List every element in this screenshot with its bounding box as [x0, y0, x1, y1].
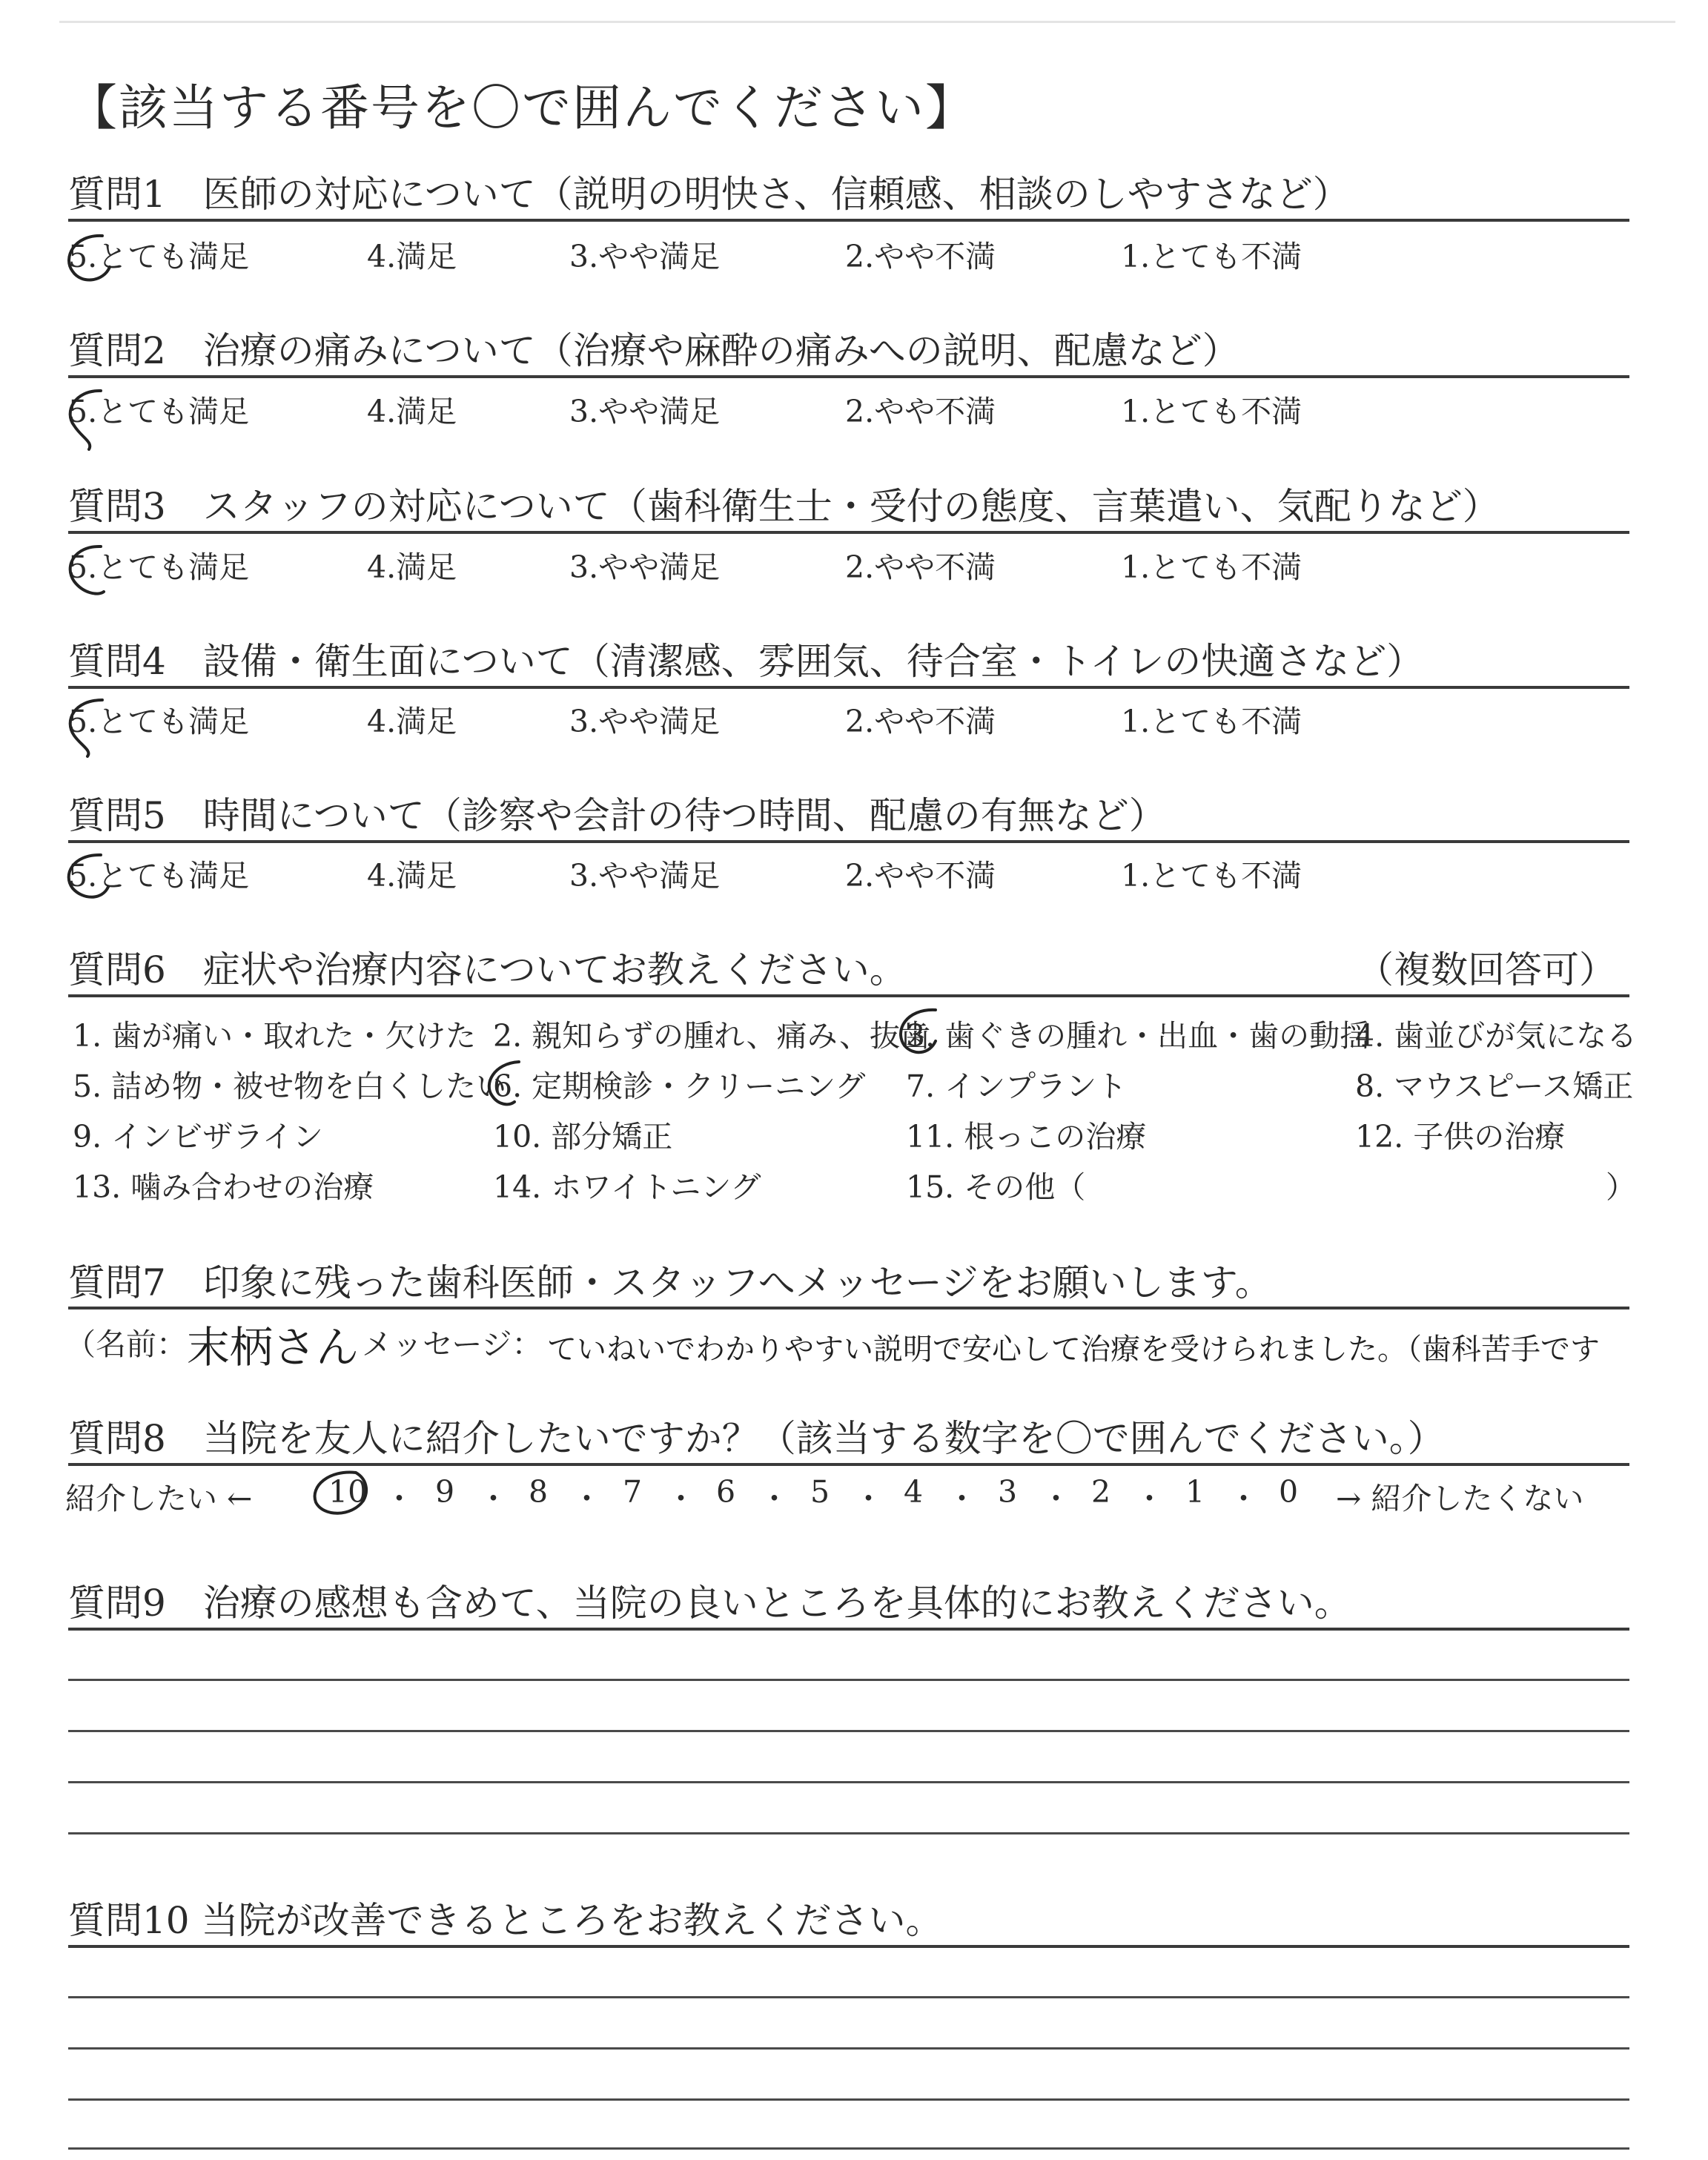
question-2: 質問2 治療の痛みについて（治療や麻酔の痛みへの説明、配慮など）: [68, 329, 1239, 372]
q3-option-1[interactable]: 1.とても不満: [1121, 549, 1302, 585]
scale-value-9[interactable]: 9: [435, 1474, 455, 1510]
scale-dot: ・: [1228, 1481, 1259, 1516]
question-6-note: （複数回答可）: [1357, 948, 1616, 991]
question-5-rule: [68, 840, 1629, 843]
scale-dot: ・: [947, 1481, 977, 1516]
scale-dot: ・: [853, 1481, 884, 1516]
scale-value-6[interactable]: 6: [716, 1474, 736, 1510]
scan-top-edge: [59, 21, 1675, 23]
question-7: 質問7 印象に残った歯科医師・スタッフへメッセージをお願いします。: [68, 1261, 1272, 1304]
q7-message-value[interactable]: ていねいでわかりやすい説明で安心して治療を受けられました。（歯科苦手です: [547, 1332, 1600, 1367]
q1-option-1[interactable]: 1.とても不満: [1121, 239, 1302, 274]
q4-option-3[interactable]: 3.やや満足: [569, 704, 721, 739]
q2-option-3[interactable]: 3.やや満足: [569, 394, 721, 429]
scale-value-8[interactable]: 8: [529, 1474, 549, 1510]
question-4-rule: [68, 686, 1629, 689]
q6-option-10[interactable]: 10. 部分矯正: [493, 1119, 673, 1155]
answer-line: [68, 2098, 1629, 2101]
answer-line: [68, 1996, 1629, 1998]
page-title: 【該当する番号を〇で囲んでください】: [68, 79, 976, 136]
question-9-rule: [68, 1628, 1629, 1631]
q1-option-3[interactable]: 3.やや満足: [569, 239, 721, 274]
question-3-rule: [68, 531, 1629, 534]
q6-option-3[interactable]: 3. 歯ぐきの腫れ・出血・歯の動揺: [906, 1018, 1371, 1054]
q1-option-4[interactable]: 4.満足: [367, 239, 457, 274]
scale-right-label: → 紹介したくない: [1336, 1481, 1584, 1516]
scale-dot: ・: [384, 1481, 414, 1516]
q2-option-4[interactable]: 4.満足: [367, 394, 457, 429]
scale-dot: ・: [1134, 1481, 1165, 1516]
scale-value-3[interactable]: 3: [998, 1474, 1018, 1510]
scale-dot: ・: [759, 1481, 790, 1516]
q6-other-close: ）: [1606, 1169, 1636, 1205]
question-5: 質問5 時間について（診察や会計の待つ時間、配慮の有無など）: [68, 794, 1166, 837]
q7-name-label: （名前：: [65, 1327, 187, 1362]
q6-option-4[interactable]: 4. 歯並びが気になる: [1355, 1018, 1638, 1054]
question-9: 質問9 治療の感想も含めて、当院の良いところを具体的にお教えください。: [68, 1582, 1351, 1625]
q6-option-13[interactable]: 13. 噛み合わせの治療: [73, 1169, 374, 1205]
answer-line: [68, 1730, 1629, 1732]
q7-message-label: メッセージ：: [362, 1327, 543, 1362]
question-2-rule: [68, 375, 1629, 378]
q2-option-1[interactable]: 1.とても不満: [1121, 394, 1302, 429]
question-3: 質問3 スタッフの対応について（歯科衛生士・受付の態度、言葉遣い、気配りなど）: [68, 485, 1500, 528]
question-8-rule: [68, 1463, 1629, 1466]
answer-line: [68, 1679, 1629, 1681]
q6-option-6[interactable]: 6. 定期検診・クリーニング: [493, 1069, 866, 1104]
q3-option-3[interactable]: 3.やや満足: [569, 549, 721, 585]
scale-value-5[interactable]: 5: [810, 1474, 830, 1510]
question-1-rule: [68, 219, 1629, 222]
q4-option-1[interactable]: 1.とても不満: [1121, 704, 1302, 739]
q6-option-9[interactable]: 9. インビザライン: [73, 1119, 323, 1155]
q6-option-5[interactable]: 5. 詰め物・被せ物を白くしたい: [73, 1069, 507, 1104]
question-10-rule: [68, 1945, 1629, 1948]
q1-option-2[interactable]: 2.やや不満: [845, 239, 996, 274]
answer-line: [68, 2047, 1629, 2050]
q3-option-4[interactable]: 4.満足: [367, 549, 457, 585]
q6-option-12[interactable]: 12. 子供の治療: [1355, 1119, 1566, 1155]
q5-option-4[interactable]: 4.満足: [367, 858, 457, 894]
q6-option-1[interactable]: 1. 歯が痛い・取れた・欠けた: [73, 1018, 477, 1054]
q3-option-2[interactable]: 2.やや不満: [845, 549, 996, 585]
question-10: 質問10 当院が改善できるところをお教えください。: [68, 1899, 943, 1942]
q6-option-15[interactable]: 15. その他（: [906, 1169, 1086, 1205]
scale-value-4[interactable]: 4: [904, 1474, 924, 1510]
answer-line: [68, 2147, 1629, 2150]
question-6-rule: [68, 994, 1629, 997]
question-4: 質問4 設備・衛生面について（清潔感、雰囲気、待合室・トイレの快適さなど）: [68, 640, 1424, 683]
q5-option-1[interactable]: 1.とても不満: [1121, 858, 1302, 894]
q4-option-5[interactable]: 5.とても満足: [68, 704, 250, 739]
scale-value-10[interactable]: 10: [328, 1474, 368, 1510]
scale-dot: ・: [478, 1481, 509, 1516]
q3-option-5[interactable]: 5.とても満足: [68, 549, 250, 585]
q6-option-2[interactable]: 2. 親知らずの腫れ、痛み、抜歯: [493, 1018, 931, 1054]
q6-option-11[interactable]: 11. 根っこの治療: [906, 1119, 1147, 1155]
scale-value-1[interactable]: 1: [1185, 1474, 1205, 1510]
q2-option-5[interactable]: 5.とても満足: [68, 394, 250, 429]
question-6: 質問6 症状や治療内容についてお教えください。: [68, 948, 907, 991]
q1-option-5[interactable]: 5.とても満足: [68, 239, 250, 274]
q5-option-5[interactable]: 5.とても満足: [68, 858, 250, 894]
question-1: 質問1 医師の対応について（説明の明快さ、信頼感、相談のしやすさなど）: [68, 173, 1350, 216]
scale-value-2[interactable]: 2: [1091, 1474, 1111, 1510]
scale-dot: ・: [1041, 1481, 1071, 1516]
q7-name-value[interactable]: 末柄さん: [187, 1322, 360, 1373]
scale-value-7[interactable]: 7: [623, 1474, 643, 1510]
scale-left-label: 紹介したい ←: [65, 1481, 253, 1516]
q4-option-2[interactable]: 2.やや不満: [845, 704, 996, 739]
scale-dot: ・: [572, 1481, 602, 1516]
q5-option-3[interactable]: 3.やや満足: [569, 858, 721, 894]
q6-option-14[interactable]: 14. ホワイトニング: [493, 1169, 761, 1205]
q4-option-4[interactable]: 4.満足: [367, 704, 457, 739]
answer-line: [68, 1832, 1629, 1834]
q2-option-2[interactable]: 2.やや不満: [845, 394, 996, 429]
question-8: 質問8 当院を友人に紹介したいですか？（該当する数字を〇で囲んでください。）: [68, 1417, 1445, 1460]
answer-line: [68, 1781, 1629, 1783]
question-7-rule: [68, 1307, 1629, 1309]
scale-dot: ・: [666, 1481, 696, 1516]
scale-value-0[interactable]: 0: [1279, 1474, 1299, 1510]
q6-option-8[interactable]: 8. マウスピース矯正: [1355, 1069, 1634, 1104]
q6-option-7[interactable]: 7. インプラント: [906, 1069, 1128, 1104]
q5-option-2[interactable]: 2.やや不満: [845, 858, 996, 894]
